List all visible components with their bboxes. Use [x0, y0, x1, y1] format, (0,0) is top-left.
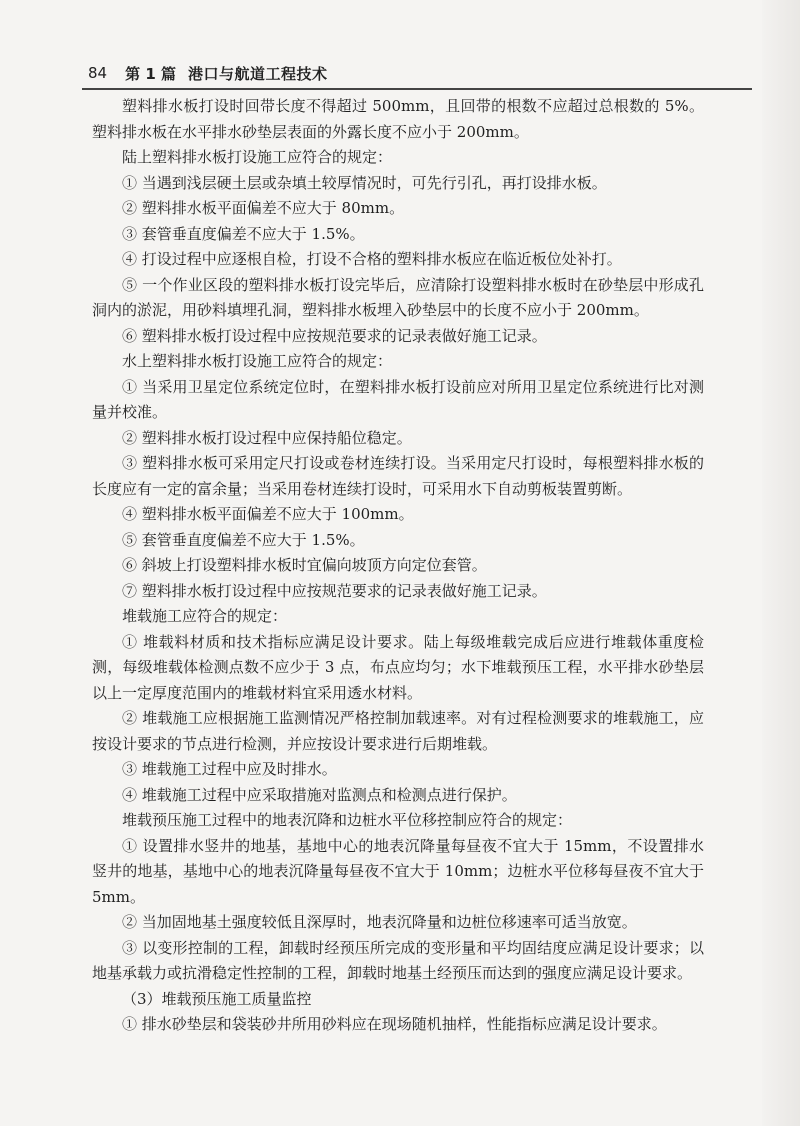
page-header: [88, 58, 748, 88]
list-item: ① 设置排水竖井的地基，基地中心的地表沉降量每昼夜不宜大于 15mm，不设置排水竖井的地基，基地中心的地表沉降量每昼夜不宜大于 10mm；边桩水平位移每昼夜不宜大于 5mm。: [92, 836, 704, 906]
part-label: 第 1 篇: [125, 64, 176, 83]
page-number: 84: [88, 64, 108, 82]
list-item: ⑥ 斜坡上打设塑料排水板时宜偏向坡顶方向定位套管。: [122, 556, 487, 574]
paragraph: 堆载施工应符合的规定：: [122, 607, 288, 625]
list-item: ⑤ 套管垂直度偏差不应大于 1.5%。: [122, 530, 365, 549]
list-item: ⑤ 一个作业区段的塑料排水板打设完毕后，应清除打设塑料排水板时在砂垫层中形成孔洞内的淤泥，用砂料填埋孔洞，塑料排水板埋入砂垫层中的长度不应小于 200mm。: [92, 275, 704, 319]
page-edge-shadow: [762, 0, 800, 1126]
paragraph: 塑料排水板打设时回带长度不得超过 500mm，且回带的根数不应超过总根数的 5%。塑料排水板在水平排水砂垫层表面的外露长度不应小于 200mm。: [92, 97, 704, 141]
list-item: ① 堆载料材质和技术指标应满足设计要求。陆上每级堆载完成后应进行堆载体重度检测，每级堆载体检测点数不应少于 3 点，布点应均匀；水下堆载预压工程，水平排水砂垫层以上一定厚度范围内的堆载材料宜采用透水材料。: [92, 632, 704, 702]
paragraph: 水上塑料排水板打设施工应符合的规定：: [122, 352, 393, 370]
paragraph: 堆载预压施工过程中的地表沉降和边桩水平位移控制应符合的规定：: [122, 811, 573, 829]
list-item: ④ 塑料排水板平面偏差不应大于 100mm。: [122, 505, 414, 523]
list-item: ② 塑料排水板打设过程中应保持船位稳定。: [122, 428, 412, 447]
list-item: ① 当遇到浅层硬土层或杂填土较厚情况时，可先行引孔，再打设排水板。: [122, 173, 607, 192]
list-item: ① 排水砂垫层和袋装砂井所用砂料应在现场随机抽样，性能指标应满足设计要求。: [122, 1015, 667, 1033]
header-rule: [82, 88, 752, 90]
list-item: ② 当加固地基土强度较低且深厚时，地表沉降量和边桩位移速率可适当放宽。: [122, 913, 637, 931]
paragraph: 陆上塑料排水板打设施工应符合的规定：: [122, 148, 393, 166]
list-item: ⑥ 塑料排水板打设过程中应按规范要求的记录表做好施工记录。: [122, 326, 547, 345]
list-item: ③ 以变形控制的工程，卸载时经预压所完成的变形量和平均固结度应满足设计要求；以地基承载力或抗滑稳定性控制的工程，卸载时地基土经预压而达到的强度应满足设计要求。: [92, 938, 704, 982]
list-item: ② 堆载施工应根据施工监测情况严格控制加载速率。对有过程检测要求的堆载施工，应按设计要求的节点进行检测，并应按设计要求进行后期堆载。: [92, 709, 704, 753]
running-title: 港口与航道工程技术: [187, 64, 328, 83]
list-item: ③ 塑料排水板可采用定尺打设或卷材连续打设。当采用定尺打设时，每根塑料排水板的长度应有一定的富余量；当采用卷材连续打设时，可采用水下自动剪板装置剪断。: [92, 454, 704, 498]
list-item: ② 塑料排水板平面偏差不应大于 80mm。: [122, 199, 405, 217]
list-item: ④ 堆载施工过程中应采取措施对监测点和检测点进行保护。: [122, 785, 517, 804]
section-heading: （3）堆载预压施工质量监控: [122, 989, 312, 1008]
list-item: ④ 打设过程中应逐根自检，打设不合格的塑料排水板应在临近板位处补打。: [122, 250, 622, 268]
list-item: ③ 堆载施工过程中应及时排水。: [122, 760, 337, 778]
list-item: ① 当采用卫星定位系统定位时，在塑料排水板打设前应对所用卫星定位系统进行比对测量并校准。: [92, 377, 704, 421]
list-item: ③ 套管垂直度偏差不应大于 1.5%。: [122, 224, 365, 243]
list-item: ⑦ 塑料排水板打设过程中应按规范要求的记录表做好施工记录。: [122, 581, 547, 600]
body-text: [92, 94, 704, 1038]
